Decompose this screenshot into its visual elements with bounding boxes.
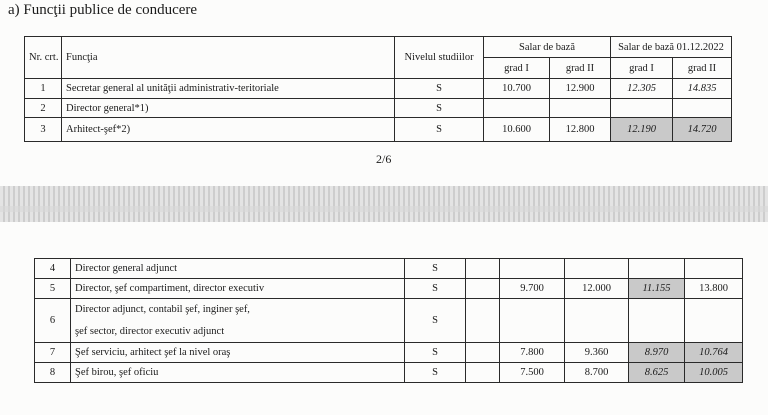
cell-grade2: 12.000 <box>565 279 629 299</box>
cell-function: Director, şef compartiment, director executiv <box>71 279 405 299</box>
cell-nr: 8 <box>35 363 71 383</box>
cell-grade1-new: 8.625 <box>629 363 685 383</box>
table-row <box>25 79 732 99</box>
cell-grade2-new: 13.800 <box>685 279 743 299</box>
cell-grade1-new <box>629 299 685 343</box>
cell-grade2 <box>565 259 629 279</box>
cell-grade1 <box>484 99 550 118</box>
cell-nr: 7 <box>35 343 71 363</box>
table-row <box>35 279 743 299</box>
cell-grade1-new: 12.190 <box>611 118 673 142</box>
cell-grade1-new: 12.305 <box>611 79 673 99</box>
cell-grade2-new <box>673 99 732 118</box>
cell-studies: S <box>395 118 484 142</box>
cell-grade1-new <box>611 99 673 118</box>
cell-grade1-new <box>629 259 685 279</box>
header-grade1-new: grad I <box>611 58 673 79</box>
cell-function: Director general*1) <box>62 99 395 118</box>
cell-nr: 1 <box>25 79 62 99</box>
cell-studies: S <box>405 299 466 343</box>
cell-grade1 <box>500 259 565 279</box>
cell-blank <box>466 299 500 343</box>
cell-grade1: 10.600 <box>484 118 550 142</box>
cell-grade2: 8.700 <box>565 363 629 383</box>
table-row <box>25 118 732 142</box>
table-row <box>35 299 743 343</box>
cell-studies: S <box>405 259 466 279</box>
page-number: 2/6 <box>376 152 392 166</box>
cell-grade2-new: 10.005 <box>685 363 743 383</box>
cell-grade2-new: 14.835 <box>673 79 732 99</box>
cell-grade1: 10.700 <box>484 79 550 99</box>
cell-nr: 6 <box>35 299 71 343</box>
cell-grade2-new <box>685 259 743 279</box>
table-row <box>35 259 743 279</box>
table-row <box>25 99 732 118</box>
cell-studies: S <box>395 79 484 99</box>
cell-grade2 <box>565 299 629 343</box>
salary-table-top <box>24 36 732 142</box>
cell-function-line1: Director adjunct, contabil şef, inginer şef, <box>75 303 250 315</box>
cell-function: Secretar general al unităţii administrativ-teritoriale <box>62 79 395 99</box>
header-function: Funcţia <box>62 37 395 79</box>
cell-nr: 5 <box>35 279 71 299</box>
cell-grade2: 12.900 <box>550 79 611 99</box>
cell-nr: 3 <box>25 118 62 142</box>
cell-blank <box>466 259 500 279</box>
header-base-salary: Salar de bază <box>484 37 611 58</box>
cell-grade2-new <box>685 299 743 343</box>
cell-function <box>71 299 405 343</box>
header-grade1: grad I <box>484 58 550 79</box>
cell-function: Şef serviciu, arhitect şef la nivel oraş <box>71 343 405 363</box>
cell-blank <box>466 363 500 383</box>
cell-nr: 2 <box>25 99 62 118</box>
cell-function: Şef birou, şef oficiu <box>71 363 405 383</box>
cell-grade1-new: 8.970 <box>629 343 685 363</box>
cell-function-line2: şef sector, director executiv adjunct <box>75 325 225 337</box>
cell-blank <box>466 279 500 299</box>
cell-nr: 4 <box>35 259 71 279</box>
header-grade2-new: grad II <box>673 58 732 79</box>
salary-table-bottom <box>34 258 743 383</box>
table-row <box>35 363 743 383</box>
cell-studies: S <box>405 343 466 363</box>
cell-grade1 <box>500 299 565 343</box>
page-bottom <box>0 222 768 415</box>
cell-grade2-new: 14.720 <box>673 118 732 142</box>
cell-grade1-new: 11.155 <box>629 279 685 299</box>
cell-function: Director general adjunct <box>71 259 405 279</box>
header-studies: Nivelul studiilor <box>395 37 484 79</box>
header-grade2: grad II <box>550 58 611 79</box>
cell-grade2-new: 10.764 <box>685 343 743 363</box>
header-nr: Nr. crt. <box>25 37 62 79</box>
page-top <box>0 0 768 186</box>
header-base-salary-new: Salar de bază 01.12.2022 <box>611 37 732 58</box>
table-row <box>35 343 743 363</box>
cell-grade2: 12.800 <box>550 118 611 142</box>
section-title: a) Funcţii publice de conducere <box>8 2 198 18</box>
cell-grade1: 7.800 <box>500 343 565 363</box>
cell-grade1: 7.500 <box>500 363 565 383</box>
page-gap <box>0 186 768 222</box>
cell-studies: S <box>405 279 466 299</box>
cell-grade1: 9.700 <box>500 279 565 299</box>
cell-blank <box>466 343 500 363</box>
cell-function: Arhitect-şef*2) <box>62 118 395 142</box>
cell-studies: S <box>395 99 484 118</box>
cell-grade2: 9.360 <box>565 343 629 363</box>
cell-grade2 <box>550 99 611 118</box>
cell-studies: S <box>405 363 466 383</box>
